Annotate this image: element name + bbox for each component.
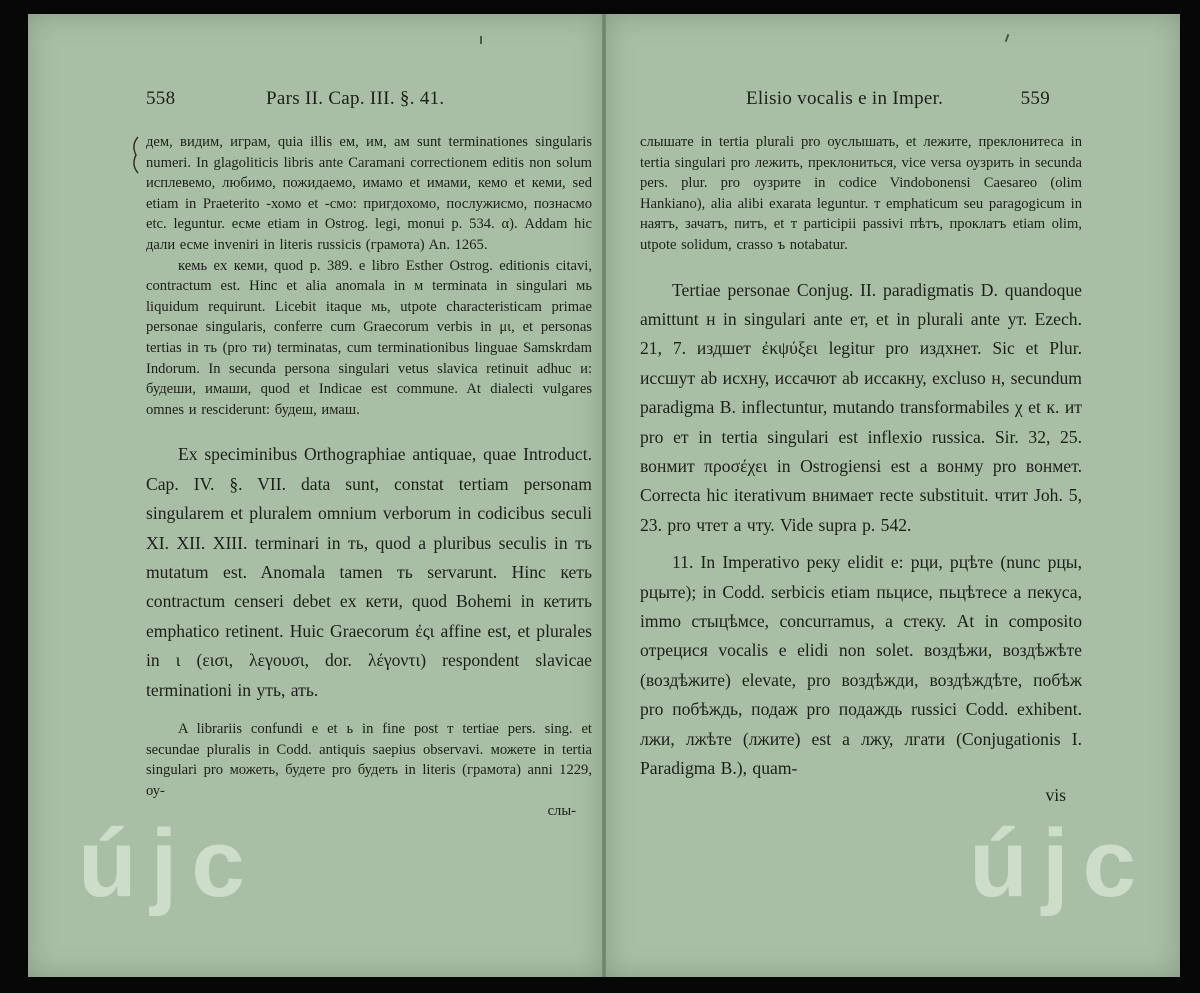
left-text-column <box>146 132 592 820</box>
paragraph-7: 11. In Imperativo реку elidit е: рци, рцѣте (nunc рцы, рцыте); in Codd. serbicis etiam пьцисе, пьцѣтесе a пекуса, immo стыцѣмсе, concurramus, a стеку. At in composito отрецися vocalis е elidi non solet. воздѣжи, воздѣжѣте (воздѣжите) elevate, pro воздѣжди, воздѣждѣте, побѣж pro побѣждь, подаж pro подаждь russici Codd. exhibent. лжи, лжѣте (лжите) est a лжу, лгати (Conjugationis I. Paradigma B.), quam- <box>640 552 1082 779</box>
top-edge-mark <box>1005 34 1010 42</box>
paragraph-5: слышате in tertia plurali pro оуслышать, et лежите, преклонитеса in tertia singulari pro лежить, преклониться, vice versa оузрить in secunda pers. plur. pro оузрите in codice Vindobonensi Caesareo (olim Hankiano), alia alibi exarata leguntur. т emphaticum seu paragogicum in наятъ, зачатъ, питъ, et т participii passivi пѣтъ, проклатъ etiam olim, utpote solidum, crasso ъ notabatur. <box>640 134 1082 253</box>
right-text-column <box>640 132 1082 806</box>
paragraph-2: кемь ex кеми, quod p. 389. e libro Esther Ostrog. editionis citavi, contractum est. Hinc et alia anomala in м terminata in singulari мь liquidum requirunt. Licebit itaque мь, utpote characteristicam primae personae singularis, conferre cum Graecorum verbis in μι, et personas tertias in ть (pro ти) terminatas, cum terminationibus linguae Samskrdam Indorum. In secunda persona singulari vetus slavica retinuit adhuc и: будеши, имаши, quod et Indicae est commune. At dialecti vulgares omnes и resciderunt: будеш, имаш. <box>146 257 592 418</box>
left-page-number: 558 <box>146 88 176 109</box>
right-watermark: újc <box>969 810 1150 917</box>
left-catchword: слы- <box>547 803 576 820</box>
right-running-head: Elisio vocalis е in Imper. <box>746 88 944 109</box>
left-page <box>28 14 602 977</box>
paragraph-1: дем, видим, играм, quia illis ем, им, ам sunt terminationes singularis numeri. In glagoliticis libris ante Caramani correctionem editis non solum исплевемо, любимо, пожидаемо, имамо et имами, кемо et кеми, sed etiam in Praeterito -хомо et -смо: пригдохомо, послужисмо, познасмо etc. leguntur. есме etiam in Ostrog. legi, monui p. 534. α). Addam hic дали есме inveniri in literis russicis (грамота) An. 1265. <box>146 134 592 253</box>
left-running-head: Pars II. Cap. III. §. 41. <box>266 88 445 109</box>
margin-bracket-mark <box>128 135 142 175</box>
top-edge-mark <box>480 36 482 44</box>
paragraph-4: A librariis confundi е et ь in fine post т tertiae pers. sing. et secundae pluralis in Codd. antiquis saepius observavi. можете in tertia singulari pro можеть, будете pro будеть in literis (грамота) anni 1229, оу- <box>146 720 592 799</box>
left-page-header <box>28 88 602 118</box>
left-watermark: újc <box>78 810 259 917</box>
right-page-header <box>606 88 1180 118</box>
right-catchword: vis <box>1045 785 1066 806</box>
paragraph-3: Ex speciminibus Orthographiae antiquae, quae Introduct. Cap. IV. §. VII. data sunt, constat tertiam personam singularem et pluralem omnium verborum in codicibus seculi XI. XII. XIII. terminari in ть, quod a pluribus seculis in тъ mutatum est. Anomala tamen ть servarunt. Hinc кеть contractum censeri debet ex кети, quod Bohemi in кетить emphatico retinent. Huic Graecorum ἐςι affine est, et plurales in ι (εισι, λεγουσι, dor. λέγοντι) respondent slavicae terminationi in уть, ать. <box>146 444 592 700</box>
right-page-number: 559 <box>1020 88 1050 109</box>
right-page <box>606 14 1180 977</box>
paragraph-6: Tertiae personae Conjug. II. paradigmatis D. quandoque amittunt н in singulari ante ет, et in plurali ante ут. Ezech. 21, 7. издшет ἐκψύξει legitur pro издхнет. Sic et Plur. иссшут ab исхну, иссачют ab иссакну, excluso н, secundum paradigma B. inflectuntur, mutando transformabiles χ et к. ит pro ет in tertia singulari est inflexio russica. Sir. 32, 25. вонмит προσέχει in Ostrogiensi est a вонму pro вонмет. Correcta hic iterativum внимает recte substituit. чтит Joh. 5, 23. pro чтет a чту. Vide supra p. 542. <box>640 279 1082 535</box>
